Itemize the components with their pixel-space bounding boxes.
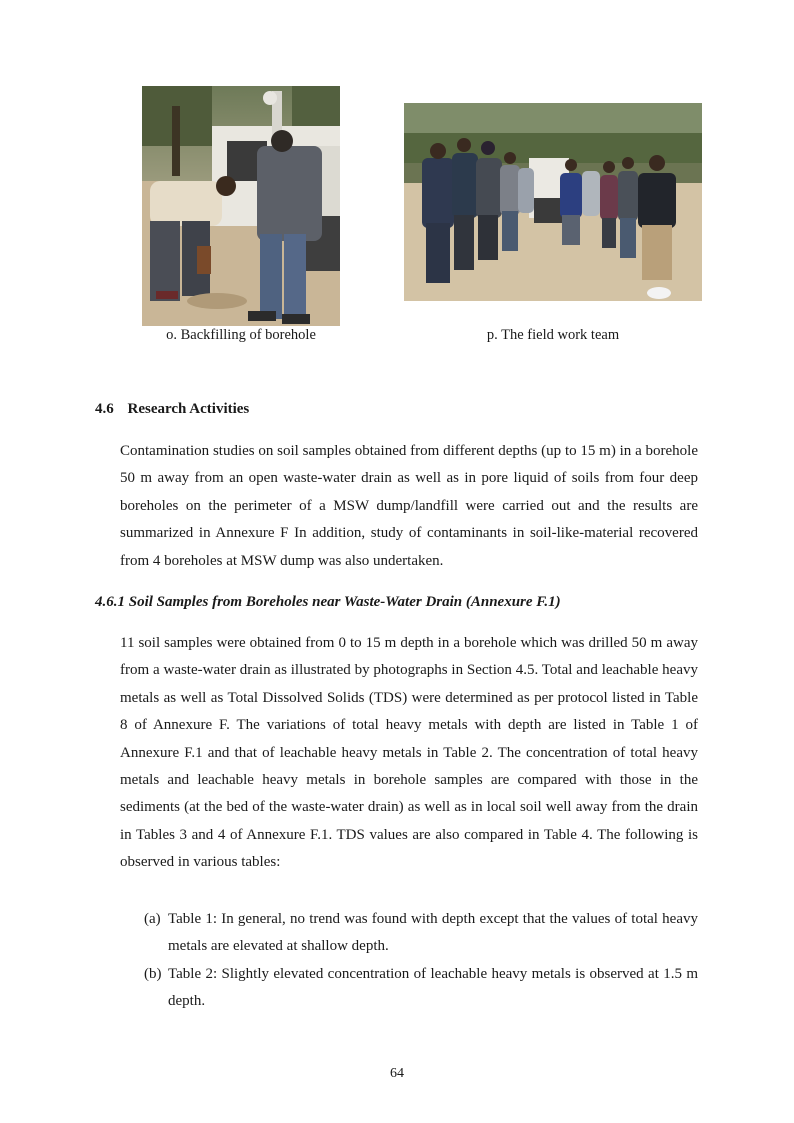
list-marker: (a): [144, 911, 161, 927]
subsection-body-paragraph: 11 soil samples were obtained from 0 to 15 m depth in a borehole which was drilled 50 m away from a waste-water drain as illustrated by photographs in Section 4.5. Total and leachable heavy metals as well as Total Dissolved Solids (TDS) were determined as per protocol listed in Table 8 of Annexure F. The variations of total heavy metals with depth are listed in Table 1 of Annexure F.1 and that of leachable heavy metals in Table 2. The concentration of total heavy metals and leachable heavy metals in borehole samples are compared with those in the sediments (at the bed of the waste-water drain) as well as in local soil well away from the drain in Tables 3 and 4 of Annexure F.1. TDS values are also compared in Table 4. The following is observed in various tables:: [120, 635, 698, 871]
photo-backfilling-borehole: [142, 86, 340, 326]
section-heading: [95, 401, 249, 418]
section-title: Research Activities: [127, 401, 250, 417]
section-number: 4.6: [95, 401, 114, 417]
section-intro-paragraph: Contamination studies on soil samples obtained from different depths (up to 15 m) in a borehole 50 m away from an open waste-water drain as well as in pore liquid of soils from four deep boreholes on the perimeter of a MSW dump/landfill were carried out and the results are summarized in Annexure F In addition, study of contaminants in soil-like-material recovered from 4 boreholes at MSW dump was also undertaken.: [120, 443, 698, 569]
photo-field-work-team: [404, 103, 702, 301]
page-number: 64: [390, 1066, 404, 1081]
figure-caption-p: p. The field work team: [486, 327, 620, 343]
figure-caption-o: o. Backfilling of borehole: [166, 327, 316, 343]
list-item-text: Table 2: Slightly elevated concentration of leachable heavy metals is observed at 1.5 m depth.: [168, 965, 698, 1010]
list-item-text: Table 1: In general, no trend was found with depth except that the values of total heavy metals are elevated at shallow depth.: [168, 911, 698, 955]
list-marker: (b): [144, 965, 162, 982]
list-item: [144, 961, 698, 1016]
observations-list: [144, 906, 698, 1016]
list-item: [144, 906, 698, 961]
subsection-heading: 4.6.1 Soil Samples from Boreholes near Waste-Water Drain (Annexure F.1): [95, 594, 561, 610]
